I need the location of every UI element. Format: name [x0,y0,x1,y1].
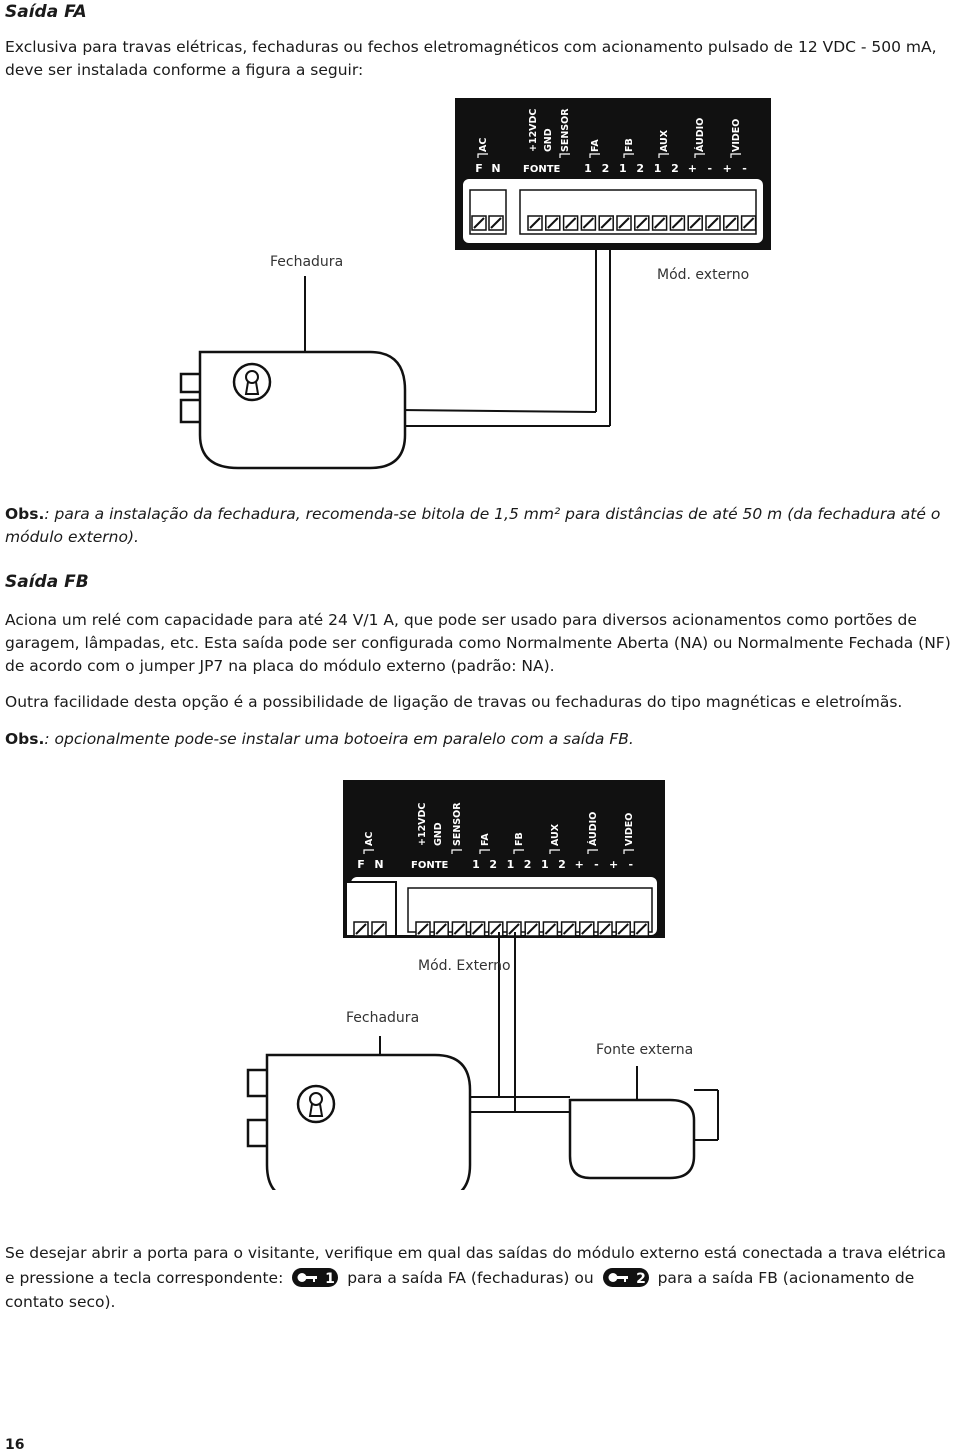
fb-para1: Aciona um relé com capacidade para até 24 V/1 A, que pode ser usado para diversos acionamentos como portões de garagem, lâmpadas, etc. Esta saída pode ser configurada como Normalmente Aberta (NA) ou Normalmente Fechada (NF) de acordo com o jumper JP7 na placa do módulo externo (padrão: NA). [5,611,951,675]
pin-label: + [687,162,698,175]
group-label: SENSOR [560,108,571,152]
footer-instructions [5,1241,957,1315]
group-label: FA [590,139,601,152]
group-label: ÁUDIO [588,811,599,846]
terminal-screw-8 [653,216,667,230]
terminal-screw-9 [670,216,684,230]
pin-label: - [594,858,599,871]
ac-pin-label: N [491,162,501,175]
terminal-screw-10 [580,922,594,936]
group-label: FA [480,833,491,846]
group-label: GND [543,128,554,152]
group-label: FB [514,832,525,846]
group-label: AC [364,831,375,846]
pin-label: 2 [489,858,498,871]
terminal-screw-12 [724,216,738,230]
terminal-screw-6 [617,216,631,230]
terminal-screw-4 [581,216,595,230]
fa-lock-label: Fechadura [270,254,344,270]
section-title-fb: Saída FB [5,572,89,592]
fb-wiring-svg [0,770,960,1190]
footer-text-c: para a saída FB (acionamento de contato seco). [5,1268,915,1311]
fonte-label: FONTE [411,860,449,871]
ac-pin-label: F [357,858,365,871]
fb-obs-label: Obs. [5,730,45,748]
terminal-screw-12 [616,922,630,936]
ac-pin-label: F [475,162,483,175]
fb-wiring-diagram [0,770,960,1190]
terminal-screw-1 [416,922,430,936]
key-2-label: 2 [635,1270,646,1287]
pin-label: 1 [540,858,549,871]
terminal-screw-8 [543,922,557,936]
fa-wiring-svg [0,90,960,480]
group-label: AUX [659,129,670,152]
fa-terminal-module [455,98,771,250]
group-label: VIDEO [731,118,742,152]
group-label: +12VDC [417,802,428,846]
fa-obs-label: Obs. [5,505,45,523]
pin-label: + [608,858,619,871]
terminal-screw-5 [489,922,503,936]
terminal-screw-9 [562,922,576,936]
terminal-screw-2 [434,922,448,936]
terminal-screw-3 [564,216,578,230]
group-label: GND [433,822,444,846]
pin-label: 2 [523,858,532,871]
pin-label: 1 [506,858,515,871]
fb-obs-text: : opcionalmente pode-se instalar uma botoeira em paralelo com a saída FB. [44,730,634,748]
fb-module-label: Mód. Externo [418,958,511,974]
pin-label: - [742,162,747,175]
fb-terminal-module [343,780,665,938]
group-label: FB [624,138,635,152]
ac-screw-2 [372,922,386,936]
pin-label: 1 [472,858,480,871]
group-label: AUX [550,823,561,846]
key-2-icon [603,1268,649,1287]
terminal-screw-7 [635,216,649,230]
fb-lock-body [248,1055,470,1190]
pin-label: 1 [584,162,592,175]
footer-text-a: Se desejar abrir a porta para o visitante, verifique em qual das saídas do módulo externo está conectada a trava elétrica e pressione a tecla correspondente: [5,1244,946,1287]
pin-label: 2 [558,858,566,871]
fb-lock-label: Fechadura [346,1010,420,1026]
terminal-screw-2 [546,216,560,230]
ac-pin-label: N [374,858,384,871]
pin-label: + [722,162,732,175]
pin-label: 1 [618,162,627,175]
terminal-screw-13 [634,922,648,936]
fb-supply-label: Fonte externa [596,1042,694,1058]
fb-para2: Outra facilidade desta opção é a possibilidade de ligação de travas ou fechaduras do tipo magnéticas e eletroímãs. [5,693,903,711]
fa-lock-body [181,352,405,468]
fonte-label: FONTE [523,164,561,175]
fa-obs [5,503,957,549]
pin-label: - [707,162,713,175]
pin-label: 1 [653,162,662,175]
fb-obs [5,728,957,751]
keyhole-icon [234,364,270,400]
pin-label: 2 [636,162,645,175]
ac-screw-1 [472,216,486,230]
group-label: +12VDC [528,108,539,152]
group-label: AC [478,137,489,152]
group-label: VIDEO [624,812,635,846]
terminal-screw-7 [525,922,539,936]
group-label: SENSOR [452,802,463,846]
fa-module-label: Mód. externo [657,267,750,283]
terminal-screw-1 [528,216,542,230]
terminal-screw-4 [471,922,485,936]
terminal-screw-10 [688,216,702,230]
page-number: 16 [5,1437,25,1453]
section-title-fa: Saída FA [5,2,87,22]
keyhole-icon [298,1086,334,1122]
terminal-screw-3 [452,922,466,936]
terminal-screw-11 [598,922,612,936]
pin-label: 2 [601,162,610,175]
fb-external-supply [570,1100,694,1178]
fa-obs-text: : para a instalação da fechadura, recomenda-se bitola de 1,5 mm² para distâncias de até 50 m (da fechadura até o módulo externo). [5,505,941,546]
pin-label: - [628,858,634,871]
fa-intro: Exclusiva para travas elétricas, fechaduras ou fechos eletromagnéticos com acionamento pulsado de 12 VDC - 500 mA, deve ser instalada conforme a figura a seguir: [5,38,937,79]
terminal-screw-5 [599,216,613,230]
group-label: ÁUDIO [695,117,706,152]
pin-label: + [574,858,584,871]
key-1-icon [292,1268,338,1287]
ac-screw-2 [489,216,503,230]
terminal-screw-13 [742,216,756,230]
footer-text-b: para a saída FA (fechaduras) ou [347,1268,594,1287]
ac-screw-1 [354,922,368,936]
fa-wiring-diagram [0,90,960,480]
pin-label: 2 [671,162,679,175]
terminal-screw-11 [706,216,720,230]
key-1-label: 1 [325,1270,336,1287]
